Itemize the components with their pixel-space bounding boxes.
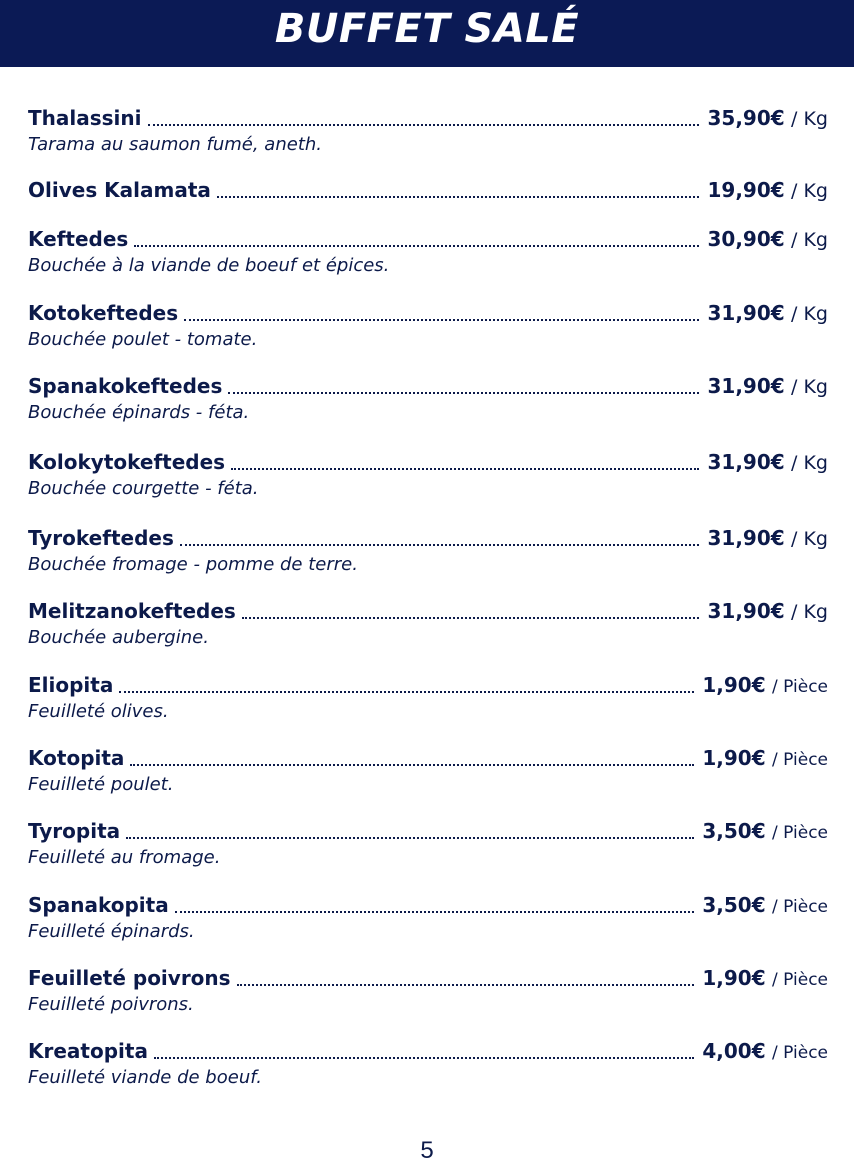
item-description: Feuilleté olives.: [28, 701, 169, 722]
item-name: Olives Kalamata: [28, 178, 211, 202]
dot-leader: [180, 542, 700, 546]
menu-item: [28, 374, 828, 423]
item-name: Thalassini: [28, 106, 142, 130]
price-value: 3,50€: [702, 893, 766, 917]
item-price: [707, 374, 828, 398]
item-name: Kotokeftedes: [28, 301, 179, 325]
item-price: [702, 893, 828, 917]
item-name: Spanakopita: [28, 893, 169, 917]
item-description: Bouchée aubergine.: [28, 627, 209, 648]
dot-leader: [231, 466, 699, 470]
dot-leader: [134, 243, 699, 247]
page-number: 5: [420, 1137, 434, 1164]
menu-item: [28, 966, 828, 1015]
price-value: 4,00€: [702, 1039, 766, 1063]
price-unit: / Kg: [791, 452, 828, 474]
item-price: [702, 746, 828, 770]
item-description: Feuilleté viande de boeuf.: [28, 1067, 262, 1088]
item-price: [707, 301, 828, 325]
page-title: BUFFET SALÉ: [274, 5, 580, 52]
price-value: 31,90€: [707, 450, 785, 474]
item-name: Keftedes: [28, 227, 129, 251]
price-unit: / Kg: [791, 528, 828, 550]
item-description: Tarama au saumon fumé, aneth.: [28, 134, 323, 155]
dot-leader: [237, 982, 695, 986]
price-unit: / Pièce: [772, 677, 828, 697]
price-value: 19,90€: [707, 178, 785, 202]
item-name: Tyrokeftedes: [28, 526, 174, 550]
dot-leader: [148, 122, 700, 126]
price-unit: / Kg: [791, 229, 828, 251]
item-description: Bouchée poulet - tomate.: [28, 329, 258, 350]
item-price: [702, 1039, 828, 1063]
item-name: Feuilleté poivrons: [28, 966, 231, 990]
price-unit: / Pièce: [772, 750, 828, 770]
item-description: Bouchée fromage - pomme de terre.: [28, 554, 358, 575]
dot-leader: [119, 689, 694, 693]
dot-leader: [154, 1055, 694, 1059]
price-value: 35,90€: [707, 106, 785, 130]
item-name: Kreatopita: [28, 1039, 148, 1063]
price-value: 31,90€: [707, 374, 785, 398]
price-unit: / Pièce: [772, 897, 828, 917]
item-description: Bouchée courgette - féta.: [28, 478, 259, 499]
menu-item: [28, 1039, 828, 1088]
price-unit: / Kg: [791, 180, 828, 202]
menu-item: [28, 178, 828, 204]
price-value: 1,90€: [702, 746, 766, 770]
item-name: Kolokytokeftedes: [28, 450, 226, 474]
dot-leader: [175, 909, 695, 913]
item-price: [707, 526, 828, 550]
item-price: [707, 227, 828, 251]
menu-item: [28, 673, 828, 722]
price-value: 31,90€: [707, 599, 785, 623]
price-unit: / Kg: [791, 376, 828, 398]
price-value: 30,90€: [707, 227, 785, 251]
price-value: 3,50€: [702, 819, 766, 843]
price-unit: / Kg: [791, 601, 828, 623]
item-name: Kotopita: [28, 746, 125, 770]
item-description: Bouchée à la viande de boeuf et épices.: [28, 255, 390, 276]
item-price: [702, 673, 828, 697]
price-unit: / Pièce: [772, 970, 828, 990]
item-name: Melitzanokeftedes: [28, 599, 236, 623]
menu-item: [28, 227, 828, 276]
menu-item: [28, 106, 828, 155]
item-description: Feuilleté poivrons.: [28, 994, 194, 1015]
item-price: [702, 966, 828, 990]
price-unit: / Kg: [791, 108, 828, 130]
item-price: [707, 106, 828, 130]
item-price: [707, 599, 828, 623]
item-description: Feuilleté au fromage.: [28, 847, 221, 868]
price-unit: / Pièce: [772, 823, 828, 843]
item-name: Eliopita: [28, 673, 114, 697]
dot-leader: [242, 615, 700, 619]
menu-item: [28, 819, 828, 868]
menu-item: [28, 893, 828, 942]
price-value: 1,90€: [702, 673, 766, 697]
item-price: [702, 819, 828, 843]
dot-leader: [217, 194, 700, 198]
price-value: 31,90€: [707, 301, 785, 325]
menu-item: [28, 526, 828, 575]
menu-item: [28, 450, 828, 499]
dot-leader: [126, 835, 694, 839]
menu-item: [28, 301, 828, 350]
item-price: [707, 450, 828, 474]
header-banner: [0, 0, 854, 67]
item-name: Tyropita: [28, 819, 121, 843]
item-description: Bouchée épinards - féta.: [28, 402, 250, 423]
price-value: 1,90€: [702, 966, 766, 990]
price-unit: / Kg: [791, 303, 828, 325]
item-description: Feuilleté épinards.: [28, 921, 195, 942]
price-unit: / Pièce: [772, 1043, 828, 1063]
dot-leader: [228, 390, 699, 394]
menu-item: [28, 746, 828, 795]
menu-item: [28, 599, 828, 648]
item-description: Feuilleté poulet.: [28, 774, 174, 795]
item-price: [707, 178, 828, 202]
dot-leader: [184, 317, 699, 321]
dot-leader: [130, 762, 694, 766]
price-value: 31,90€: [707, 526, 785, 550]
item-name: Spanakokeftedes: [28, 374, 223, 398]
